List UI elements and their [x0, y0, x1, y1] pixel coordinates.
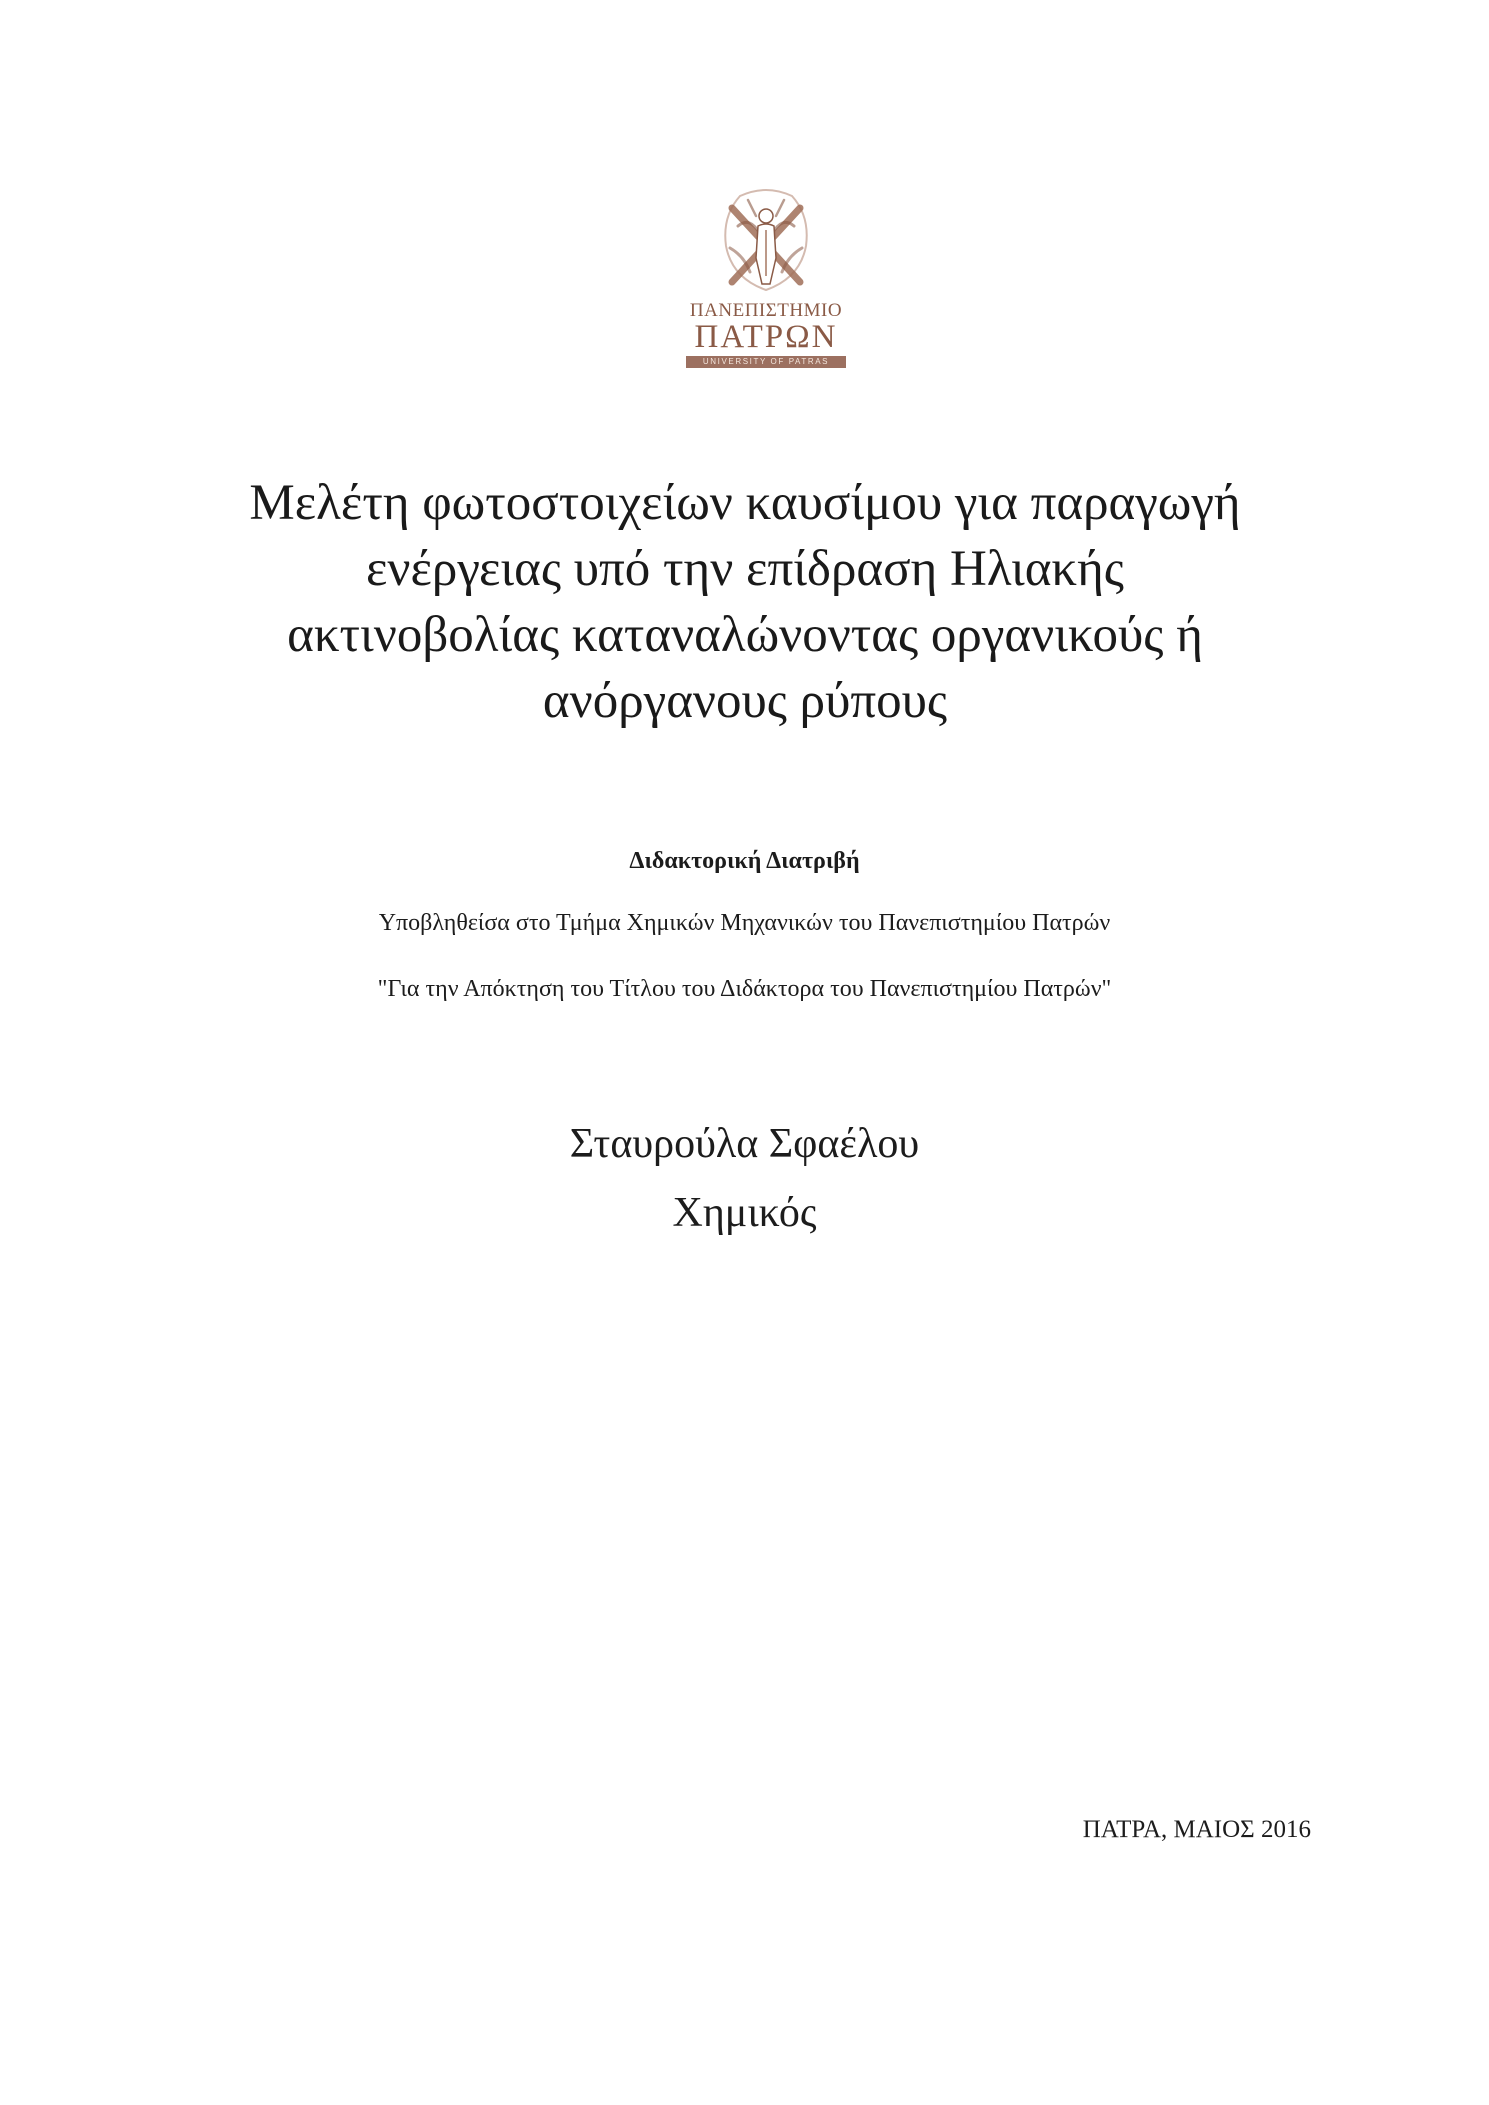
- logo-university-label: ΠΑΝΕΠΙΣΤΗΜΙΟ: [689, 300, 843, 321]
- place-and-date: ΠΑΤΡΑ, ΜΑΙΟΣ 2016: [1082, 1816, 1311, 1843]
- author-role: Χημικός: [672, 1190, 817, 1236]
- thesis-title-line: ακτινοβολίας καταναλώνοντας οργανικούς ή: [287, 607, 1203, 663]
- thesis-title-line: ανόργανους ρύπους: [542, 673, 948, 729]
- university-logo: [680, 186, 852, 372]
- thesis-title-line: ενέργειας υπό την επίδραση Ηλιακής: [366, 541, 1124, 597]
- thesis-title-line: Μελέτη φωτοστοιχείων καυσίμου για παραγωγή: [249, 475, 1241, 531]
- thesis-type: Διδακτορική Διατριβή: [629, 848, 860, 874]
- degree-statement: "Για την Απόκτηση του Τίτλου του Διδάκτορα του Πανεπιστημίου Πατρών": [377, 976, 1112, 1002]
- logo-city-label: ΠΑΤΡΩΝ: [694, 319, 838, 355]
- thesis-title: [150, 470, 1340, 734]
- university-emblem-icon: [720, 186, 812, 298]
- submission-statement: Υποβληθείσα στο Τμήμα Χημικών Μηχανικών του Πανεπιστημίου Πατρών: [378, 910, 1111, 936]
- author-name: Σταυρούλα Σφαέλου: [569, 1121, 920, 1167]
- logo-english-band: UNIVERSITY OF PATRAS: [686, 356, 846, 368]
